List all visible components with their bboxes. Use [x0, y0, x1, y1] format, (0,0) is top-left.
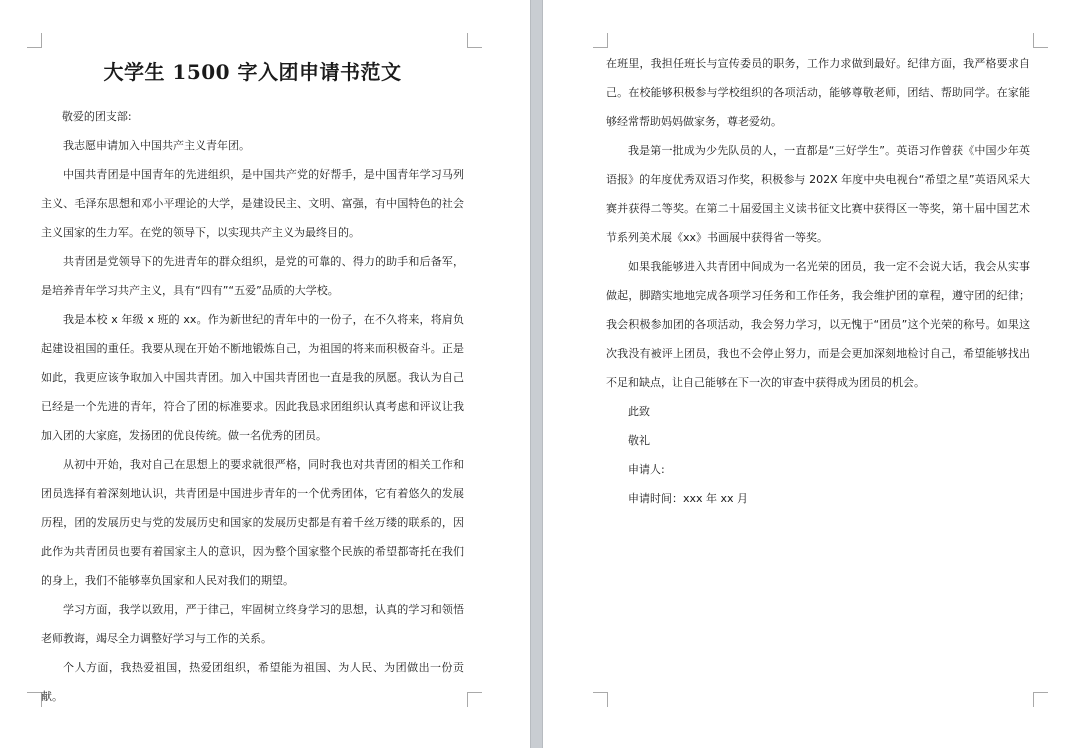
- page-1-body: [41, 57, 464, 711]
- date-line: 申请时间：xxx 年 xx 月: [628, 492, 749, 505]
- closing-line: 敬礼: [628, 434, 650, 447]
- paragraph: 我是第一批成为少先队员的人，一直都是“三好学生”。英语习作曾获《中国少年英语报》的年度优秀双语习作奖，积极参与 202X 年度中央电视台“希望之星”英语风采大赛并获得二等奖。在第二十届爱国主义读书征文比赛中获得区一等奖，第十届中国艺术节系列美术展《xx》书画展中获得省一等奖。: [606, 144, 1030, 244]
- paragraph: 从初中开始，我对自己在思想上的要求就很严格，同时我也对共青团的相关工作和团员选择有着深刻地认识，共青团是中国进步青年的一个优秀团体，它有着悠久的发展历程，团的发展历史与党的发展历史和国家的发展历史都是有着千丝万缕的联系的，因此作为共青团员也要有着国家主人的意识，因为整个国家整个民族的希望都寄托在我们的身上，我们不能够辜负国家和人民对我们的期望。: [41, 458, 464, 587]
- crop-mark-top-right: [1033, 33, 1048, 48]
- page-2-body: [606, 49, 1030, 513]
- crop-mark-top-left: [593, 33, 608, 48]
- crop-mark-bottom-left: [593, 692, 608, 707]
- paragraph: 如果我能够进入共青团中间成为一名光荣的团员，我一定不会说大话，我会从实事做起，脚踏实地地完成各项学习任务和工作任务，我会维护团的章程，遵守团的纪律；我会积极参加团的各项活动，我会努力学习，以无愧于“团员”这个光荣的称号。如果这次我没有被评上团员，我也不会停止努力，而是会更加深刻地检讨自己，希望能够找出不足和缺点，让自己能够在下一次的审查中获得成为团员的机会。: [606, 260, 1030, 389]
- paragraph: 学习方面，我学以致用，严于律己，牢固树立终身学习的思想，认真的学习和领悟老师教诲，竭尽全力调整好学习与工作的关系。: [41, 603, 464, 645]
- crop-mark-bottom-right: [1033, 692, 1048, 707]
- applicant-line: 申请人:: [628, 463, 665, 476]
- page-gutter: [530, 0, 543, 748]
- document-page-2[interactable]: [543, 0, 1080, 748]
- paragraph: 共青团是党领导下的先进青年的群众组织，是党的可靠的、得力的助手和后备军，是培养青年学习共产主义，具有“四有”“五爱”品质的大学校。: [41, 255, 464, 297]
- paragraph: 我志愿申请加入中国共产主义青年团。: [63, 139, 250, 152]
- salutation: 敬爱的团支部:: [61, 110, 132, 123]
- document-title: 大学生 1500 字入团申请书范文: [103, 60, 402, 84]
- crop-mark-bottom-left: [27, 692, 42, 707]
- crop-mark-bottom-right: [467, 692, 482, 707]
- paragraph: 中国共青团是中国青年的先进组织，是中国共产党的好帮手，是中国青年学习马列主义、毛泽东思想和邓小平理论的大学，是建设民主、文明、富强，有中国特色的社会主义国家的生力军。在党的领导下，以实现共产主义为最终目的。: [41, 168, 464, 239]
- paragraph: 在班里，我担任班长与宣传委员的职务，工作力求做到最好。纪律方面，我严格要求自己。在校能够积极参与学校组织的各项活动，能够尊敬老师，团结、帮助同学。在家能够经常帮助妈妈做家务，尊老爱幼。: [606, 57, 1030, 128]
- crop-mark-top-left: [27, 33, 42, 48]
- closing-line: 此致: [628, 405, 650, 418]
- document-page-1[interactable]: [0, 0, 530, 748]
- crop-mark-top-right: [467, 33, 482, 48]
- paragraph: 我是本校 x 年级 x 班的 xx。作为新世纪的青年中的一份子，在不久将来，将肩负起建设祖国的重任。我要从现在开始不断地锻炼自己，为祖国的将来而积极奋斗。正是如此，我更应该争取加入中国共青团。加入中国共青团也一直是我的夙愿。我认为自己已经是一个先进的青年，符合了团的标准要求。因此我恳求团组织认真考虑和评议让我加入团的大家庭，发扬团的优良传统。做一名优秀的团员。: [41, 313, 464, 442]
- paragraph: 个人方面，我热爱祖国，热爱团组织，希望能为祖国、为人民、为团做出一份贡献。: [41, 661, 464, 703]
